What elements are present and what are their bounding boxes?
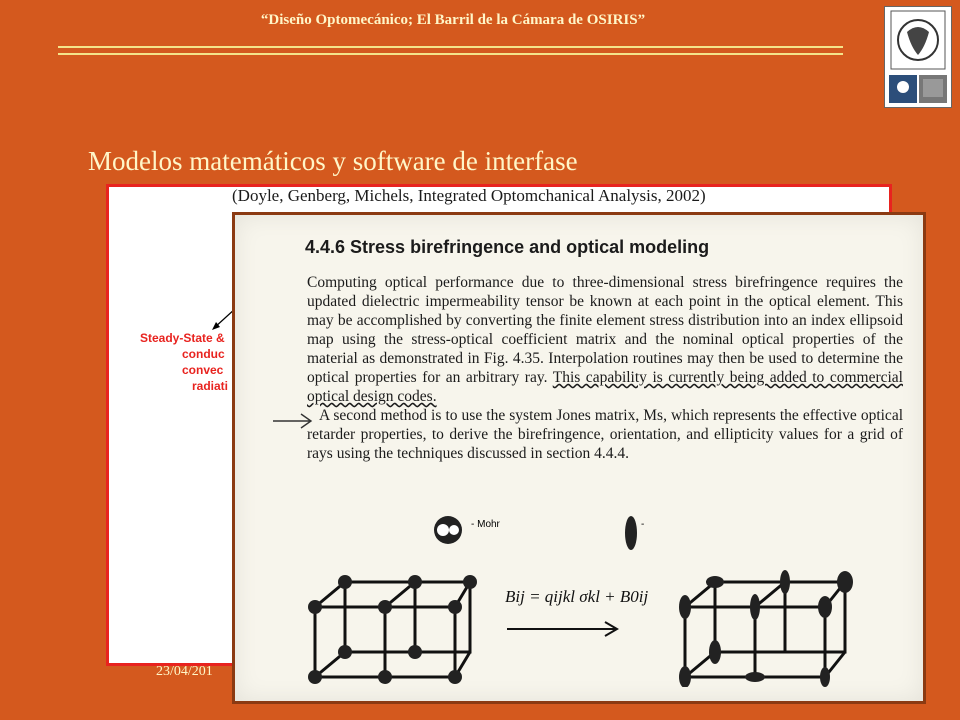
citation-text: (Doyle, Genberg, Michels, Integrated Optomchanical Analysis, 2002) (232, 186, 706, 205)
slide-date: 23/04/201 (156, 664, 213, 679)
legend-ellipse: - (641, 519, 645, 530)
mohr-lattice-icon (305, 567, 485, 687)
label-steady-state: Steady-State & (140, 331, 225, 345)
slide-title: Modelos matemáticos y software de interfase (88, 146, 578, 176)
birefringence-equation: Bij = qijkl σkl + B0ij (505, 587, 649, 606)
label-conduction: conduc (182, 347, 225, 361)
ellipsoid-icon (623, 513, 639, 553)
paragraph-1-underlined: This capability is currently being added to commercial optical design codes. (307, 369, 903, 405)
legend-mohr: - Mohr (471, 519, 500, 530)
handwritten-arrow-icon (271, 411, 315, 431)
header-title: “Diseño Optomecánico; El Barril de la Cámara de OSIRIS” (260, 12, 646, 28)
ellipsoid-lattice-icon (675, 567, 865, 687)
section-body (307, 273, 903, 463)
label-convection: convec (182, 363, 224, 377)
header-divider (58, 46, 843, 55)
paragraph-1: Computing optical performance due to three-dimensional stress birefringence requires the updated dielectric impermeability tensor be known at each point in the optical element. This may be accomplished by converting the finite element stress distribution into an index ellipsoid map using the stress-optical coefficient matrix and the nominal optical properties of the material as demonstrated in Fig. 4.35. Interpolation routines may then be used to determine the optical properties for an arbitrary ray. (307, 274, 903, 386)
section-heading: 4.4.6 Stress birefringence and optical modeling (305, 237, 710, 257)
paragraph-2: A second method is to use the system Jones matrix, Ms, which represents the effective optical retarder properties, to derive the birefringence, orientation, and ellipticity values for a grid of rays using the techniques discussed in section 4.4.4. (307, 407, 903, 462)
mohr-circle-icon (431, 513, 465, 547)
label-radiation: radiati (192, 379, 229, 393)
university-logo (884, 6, 952, 108)
figure-labels (140, 330, 228, 394)
scanned-page (232, 212, 926, 704)
equation-arrow-icon (505, 619, 625, 639)
